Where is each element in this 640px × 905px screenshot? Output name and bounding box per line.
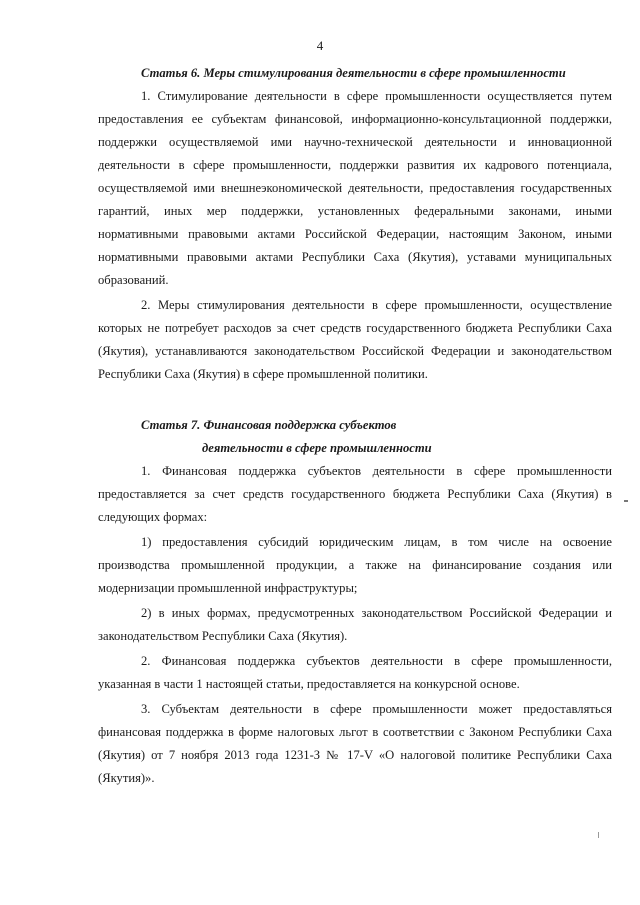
article-7-heading-line-1: Статья 7. Финансовая поддержка субъектов [141, 418, 397, 432]
scan-artifact [598, 832, 599, 838]
article-7 [98, 414, 612, 790]
article-7-paragraph-3: 3. Субъектам деятельности в сфере промышленности может предоставляться финансовая поддержка в форме налоговых льгот в соответствии с Законом Республики Саха (Якутия) от 7 ноября 2013 года 1231-З № 17-V «О налоговой политике Республики Саха (Якутия)». [98, 702, 612, 785]
section-spacer [98, 386, 612, 414]
article-6-paragraph-2: 2. Меры стимулирования деятельности в сфере промышленности, осуществление которых не потребует расходов за счет средств государственного бюджета Республики Саха (Якутия), устанавливаются законодательством Российской Федерации и законодательством Республики Саха (Якутия) в сфере промышленной политики. [98, 298, 612, 381]
article-7-heading-line-2: деятельности в сфере промышленности [202, 441, 432, 455]
scan-artifact [624, 500, 628, 502]
article-6-paragraph-1: 1. Стимулирование деятельности в сфере промышленности осуществляется путем предоставления ее субъектам финансовой, информационно-консультационной поддержки, поддержки осуществляемой ими научно-технической деятельности и инновационной деятельности в сфере промышленности, поддержки развития их кадрового потенциала, осуществляемой ими внешнеэкономической деятельности, предоставления государственных гарантий, иных мер поддержки, установленных федеральными законами, иными нормативными правовыми актами Российской Федерации, настоящим Законом, иными нормативными правовыми актами Республики Саха (Якутия), уставами муниципальных образований. [98, 89, 612, 287]
article-7-paragraph-1: 1. Финансовая поддержка субъектов деятельности в сфере промышленности предоставляется за счет средств государственного бюджета Республики Саха (Якутия) в следующих формах: [98, 464, 612, 524]
article-7-item-1: 1) предоставления субсидий юридическим лицам, в том числе на освоение производства промышленной продукции, а также на финансирование создания или модернизации промышленной инфраструктуры; [98, 535, 612, 595]
article-7-item-2: 2) в иных формах, предусмотренных законодательством Российской Федерации и законодательством Республики Саха (Якутия). [98, 606, 612, 643]
article-6 [98, 62, 612, 386]
article-7-paragraph-2: 2. Финансовая поддержка субъектов деятельности в сфере промышленности, указанная в части 1 настоящей статьи, предоставляется на конкурсной основе. [98, 654, 612, 691]
page-number: 4 [316, 38, 324, 53]
document-body [98, 62, 612, 790]
article-6-heading: Статья 6. Меры стимулирования деятельности в сфере промышленности [141, 66, 566, 80]
